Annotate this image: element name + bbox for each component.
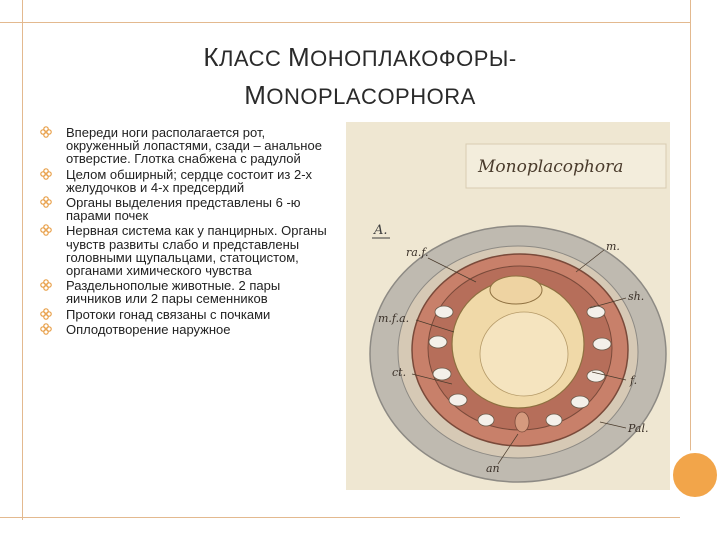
frame-line-top bbox=[0, 22, 690, 23]
label-mfa: m.f.a. bbox=[378, 312, 410, 325]
flower-bullet-icon bbox=[40, 168, 52, 180]
label-sh: sh. bbox=[628, 290, 645, 303]
bullet-item: Органы выделения представлены 6 -ю парами почек bbox=[40, 196, 332, 222]
bullet-item: Целом обширный; сердце состоит из 2-х желудочков и 4-х предсердий bbox=[40, 168, 332, 194]
decorative-circle bbox=[670, 450, 720, 500]
frame-line-left bbox=[22, 0, 23, 520]
specimen-drawing bbox=[346, 122, 670, 490]
anus bbox=[515, 412, 529, 432]
flower-bullet-icon bbox=[40, 224, 52, 236]
label-pal: Pal. bbox=[628, 422, 649, 435]
label-m-top: m. bbox=[606, 240, 620, 253]
label-ra: ra.f. bbox=[406, 246, 429, 259]
figure-caption: Monoplacophora bbox=[478, 157, 624, 177]
flower-bullet-icon bbox=[40, 279, 52, 291]
mouth-lobes bbox=[490, 276, 542, 304]
bullet-item: Оплодотворение наружное bbox=[40, 323, 332, 336]
label-ct: ct. bbox=[392, 366, 407, 379]
label-an: an bbox=[486, 462, 500, 475]
flower-bullet-icon bbox=[40, 126, 52, 138]
bullet-item: Раздельнополые животные. 2 пары яичников или 2 пары семенников bbox=[40, 279, 332, 305]
panel-label: A. bbox=[374, 223, 388, 238]
flower-bullet-icon bbox=[40, 308, 52, 320]
monoplacophora-illustration bbox=[346, 122, 670, 490]
flower-bullet-icon bbox=[40, 323, 52, 335]
bullet-item: Протоки гонад связаны с почками bbox=[40, 308, 332, 321]
bullet-item: Нервная система как у панцирных. Органы чувств развиты слабо и представлены головными щупальцами, статоцистом, органами химического чувства bbox=[40, 224, 332, 277]
frame-line-bottom bbox=[0, 517, 680, 518]
slide-title-line-1: КЛАСС МОНОПЛАКОФОРЫ- bbox=[203, 42, 517, 72]
bullet-item: Впереди ноги располагается рот, окруженный лопастями, сзади – анальное отверстие. Глотка снабжена с радулой bbox=[40, 126, 332, 166]
bullet-list bbox=[40, 126, 332, 338]
flower-bullet-icon bbox=[40, 196, 52, 208]
slide-title-line-2: MONOPLACOPHORA bbox=[244, 80, 476, 110]
label-f: f. bbox=[630, 374, 638, 387]
